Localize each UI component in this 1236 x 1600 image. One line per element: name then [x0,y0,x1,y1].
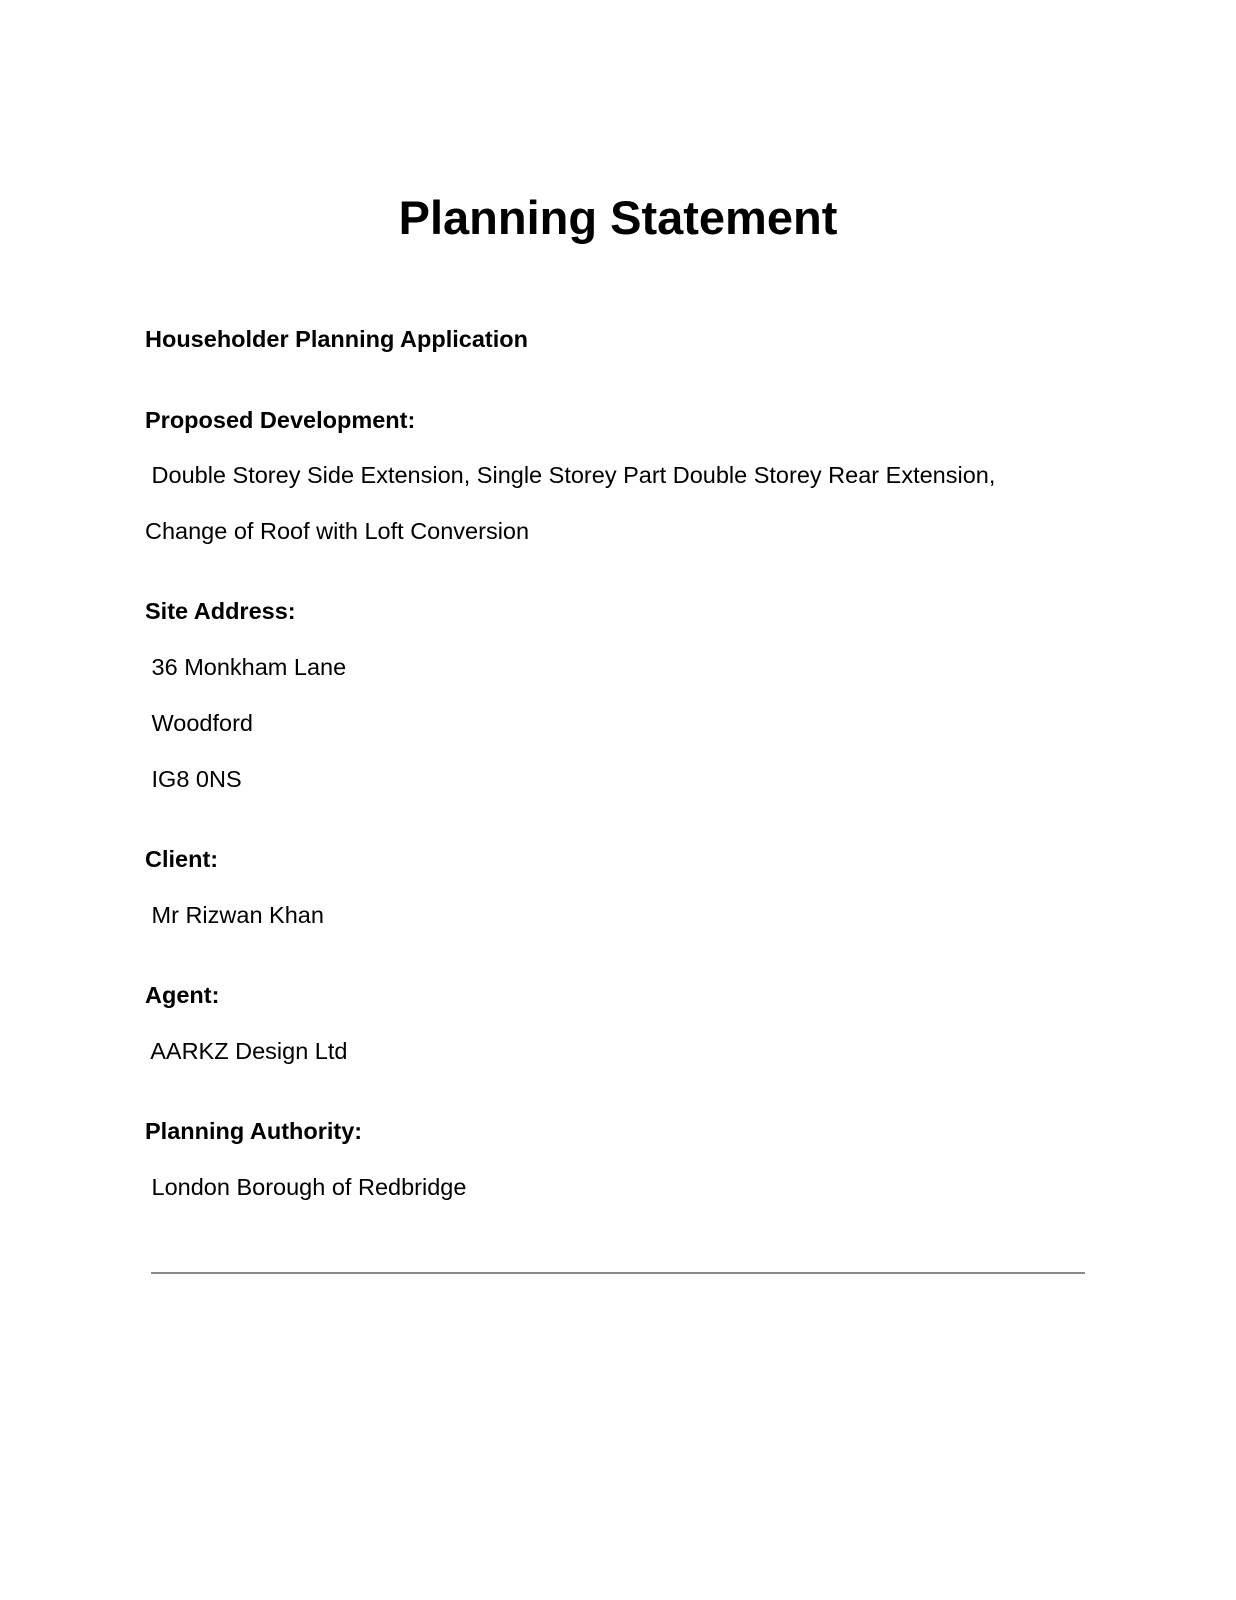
agent-value: AARKZ Design Ltd [145,1038,348,1064]
proposed-development-line-2: Change of Roof with Loft Conversion [145,518,530,544]
application-type: Householder Planning Application [145,326,528,352]
page-title: Planning Statement [398,191,838,244]
proposed-development-line-1: Double Storey Side Extension, Single Storey Part Double Storey Rear Extension, [145,462,996,488]
site-address-line-1: 36 Monkham Lane [145,654,347,680]
client-value: Mr Rizwan Khan [145,902,324,928]
site-address-label: Site Address: [145,598,296,624]
horizontal-divider [151,1272,1085,1274]
planning-authority-value: London Borough of Redbridge [145,1174,467,1200]
agent-label: Agent: [145,982,220,1008]
site-address-line-2: Woodford [145,710,253,736]
client-label: Client: [145,846,219,872]
proposed-development-label: Proposed Development: [145,407,416,433]
planning-authority-label: Planning Authority: [145,1118,363,1144]
site-address-line-3: IG8 0NS [145,766,242,792]
